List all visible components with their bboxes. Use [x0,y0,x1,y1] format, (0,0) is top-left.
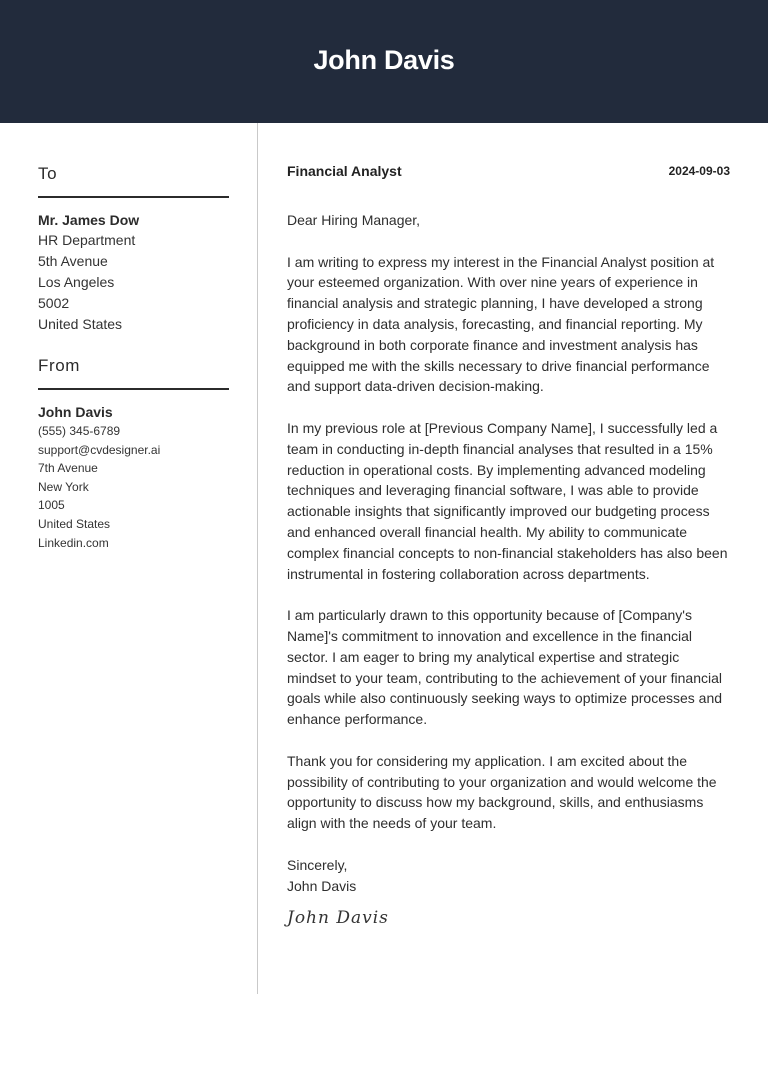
job-title: Financial Analyst [287,163,402,179]
header [0,0,768,123]
paragraph: I am writing to express my interest in the Financial Analyst position at your esteemed organization. With over nine years of experience in financial analysis and strategic planning, I have developed a strong proficiency in data analysis, forecasting, and financial reporting. My background in both corporate finance and investment analysis has equipped me with the skills necessary to drive financial performance and support data-driven decision-making. [287,253,715,395]
sender-phone: (555) 345-6789 [38,424,121,438]
sender-country: United States [38,516,111,531]
sender-email: support@cvdesigner.ai [38,442,161,457]
letter-meta [287,161,730,181]
greeting: Dear Hiring Manager, [287,212,421,228]
recipient-rule [38,196,229,198]
recipient-street: 5th Avenue [38,253,108,269]
column-divider [257,123,258,994]
sender-linkedin: Linkedin.com [38,535,109,550]
sender-city: New York [38,479,89,494]
paragraph: I am particularly drawn to this opportunity because of [Company's Name]'s commitment to innovation and excellence in the financial sector. I am eager to bring my analytical expertise and strategic mindset to your team, contributing to the achievement of your financial goals while also continuously seeking ways to optimize processes and enhance performance. [287,607,723,728]
recipient-department: HR Department [38,232,136,248]
paragraph: Thank you for considering my application. I am excited about the possibility of contributing to your organization and would welcome the opportunity to discuss how my background, skills, and enthusiasms align with the needs of your team. [287,752,717,832]
closing: Sincerely, [287,856,348,873]
recipient-section [38,162,229,335]
recipient-postcode: 5002 [38,295,70,311]
recipient-country: United States [38,316,123,332]
letter-date: 2024-09-03 [668,164,730,178]
letter-text [287,210,730,929]
sender-section [38,354,229,552]
paragraph: In my previous role at [Previous Company Name], I successfully led a team in conducting in-depth financial analyses that resulted in a 15% reduction in operational costs. By implementing advanced modeling techniques and leveraging financial software, I was able to provide actionable insights that significantly improved our budgeting process and enhanced overall financial health. My ability to communicate complex financial concepts to non-financial stakeholders has also been instrumental in fostering collaboration across departments. [287,419,728,582]
closing-name: John Davis [287,877,357,894]
sender-rule [38,388,229,390]
recipient-heading: To [38,164,58,183]
sender-street: 7th Avenue [38,461,98,476]
recipient-city: Los Angeles [38,274,115,290]
signature: John Davis [287,908,389,929]
sender-heading: From [38,356,81,375]
sender-postcode: 1005 [38,498,65,513]
sender-name: John Davis [38,404,113,420]
recipient-name: Mr. James Dow [38,212,140,228]
applicant-name: John Davis [313,45,455,75]
